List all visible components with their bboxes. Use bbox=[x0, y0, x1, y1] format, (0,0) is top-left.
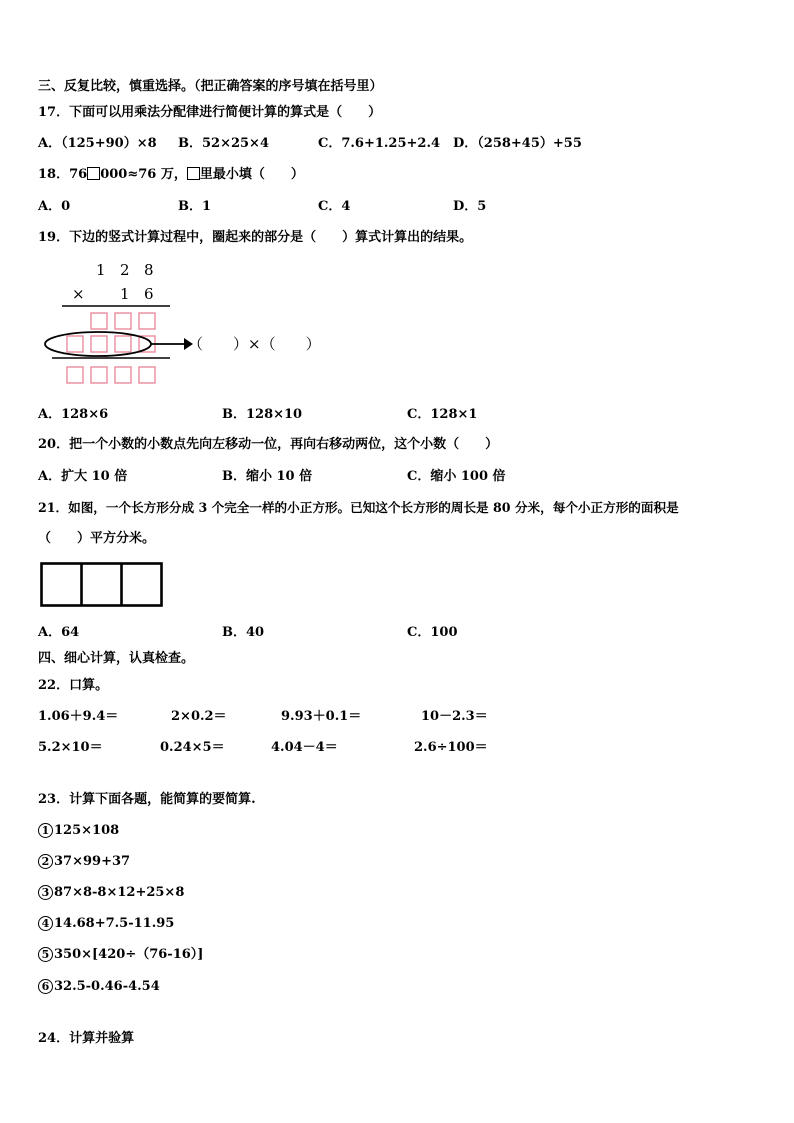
q22-r1-c1: 1.06＋9.4＝ bbox=[38, 709, 119, 724]
digit-8: 8 bbox=[144, 261, 154, 279]
q20-stem: 20．把一个小数的小数点先向左移动一位，再向右移动两位，这个小数（ ） bbox=[38, 437, 499, 452]
q23-item-6 bbox=[38, 979, 160, 995]
q23-item-expr: 32.5-0.46-4.54 bbox=[54, 979, 160, 994]
q20-option-c: C．缩小 100 倍 bbox=[407, 469, 506, 484]
q20-option-a: A．扩大 10 倍 bbox=[38, 469, 128, 484]
q23-item-4 bbox=[38, 916, 174, 932]
q21-option-a: A．64 bbox=[38, 625, 80, 640]
blank-box bbox=[187, 167, 200, 180]
pink-box bbox=[115, 313, 131, 329]
q23-item-5 bbox=[38, 947, 203, 963]
circled-number-icon: 5 bbox=[38, 947, 53, 962]
q23-item-expr: 350×[420÷（76-16）] bbox=[54, 947, 204, 962]
q19-stem: 19．下边的竖式计算过程中，圈起来的部分是（ ）算式计算出的结果。 bbox=[38, 230, 473, 245]
q18-stem-part2: 000≈76 万， bbox=[100, 167, 187, 182]
pink-box bbox=[91, 367, 107, 383]
q23-item-expr: 37×99+37 bbox=[54, 854, 131, 869]
q18-option-c: C．4 bbox=[318, 199, 351, 214]
q19-option-b: B．128×10 bbox=[222, 407, 303, 422]
circled-number-icon: 3 bbox=[38, 885, 53, 900]
times-sign: × bbox=[72, 285, 85, 303]
vertical-multiplication-diagram bbox=[36, 256, 356, 391]
q18-option-b: B．1 bbox=[178, 199, 212, 214]
q22-r1-c2: 2×0.2＝ bbox=[171, 709, 227, 724]
digit-2: 2 bbox=[120, 261, 130, 279]
blank-box bbox=[87, 167, 100, 180]
q22-r1-c4: 10－2.3＝ bbox=[421, 709, 488, 724]
q22-stem: 22．口算。 bbox=[38, 678, 109, 693]
q17-option-b: B．52×25×4 bbox=[178, 136, 270, 151]
pink-box bbox=[91, 313, 107, 329]
circled-number-icon: 1 bbox=[38, 823, 53, 838]
section3-title: 三、反复比较，慎重选择。（把正确答案的序号填在括号里） bbox=[38, 79, 383, 94]
pink-boxes-row3 bbox=[67, 367, 155, 383]
q18-stem-part3: 里最小填（ ） bbox=[199, 167, 304, 182]
pink-box bbox=[115, 367, 131, 383]
circled-number-icon: 4 bbox=[38, 916, 53, 931]
q22-r2-c4: 2.6÷100＝ bbox=[414, 740, 488, 755]
q18-option-a: A．0 bbox=[38, 199, 71, 214]
outer-rectangle bbox=[42, 564, 162, 606]
pink-box bbox=[139, 367, 155, 383]
digit-1b: 1 bbox=[120, 285, 130, 303]
q21-stem-line2: （ ）平方分米。 bbox=[38, 531, 156, 546]
q19-option-c: C．128×1 bbox=[407, 407, 478, 422]
pink-box bbox=[139, 313, 155, 329]
q24-stem: 24．计算并验算 bbox=[38, 1031, 135, 1046]
q18-option-d: D．5 bbox=[453, 199, 487, 214]
q19-option-a: A．128×6 bbox=[38, 407, 109, 422]
q21-option-c: C．100 bbox=[407, 625, 458, 640]
q23-item-3 bbox=[38, 885, 184, 901]
pink-box bbox=[91, 336, 107, 352]
arrow-blank-expression: （ ）×（ ） bbox=[188, 335, 321, 353]
q18-stem bbox=[38, 167, 304, 183]
q23-item-expr: 125×108 bbox=[54, 823, 120, 838]
q23-item-1 bbox=[38, 823, 119, 839]
q21-option-b: B．40 bbox=[222, 625, 265, 640]
pink-boxes-row2 bbox=[67, 336, 155, 352]
q20-option-b: B．缩小 10 倍 bbox=[222, 469, 313, 484]
digit-6: 6 bbox=[144, 285, 154, 303]
q18-stem-part1: 18．76 bbox=[38, 167, 88, 182]
q22-r2-c2: 0.24×5＝ bbox=[160, 740, 225, 755]
q22-r2-c3: 4.04－4＝ bbox=[271, 740, 338, 755]
q17-option-c: C．7.6+1.25+2.4 bbox=[318, 136, 441, 151]
rectangle-three-squares-figure bbox=[40, 562, 164, 608]
q22-r2-c1: 5.2×10＝ bbox=[38, 740, 103, 755]
pink-box bbox=[115, 336, 131, 352]
q23-item-expr: 87×8-8×12+25×8 bbox=[54, 885, 185, 900]
circled-number-icon: 6 bbox=[38, 979, 53, 994]
q17-option-a: A．（125+90）×8 bbox=[38, 136, 157, 151]
q17-option-d: D．（258+45）+55 bbox=[453, 136, 582, 151]
pink-box bbox=[67, 367, 83, 383]
q23-item-2 bbox=[38, 854, 130, 870]
q21-stem-line1: 21．如图，一个长方形分成 3 个完全一样的小正方形。已知这个长方形的周长是 80 分米，每个小正方形的面积是 bbox=[38, 500, 679, 515]
pink-boxes-row1 bbox=[91, 313, 155, 329]
digit-1: 1 bbox=[96, 261, 106, 279]
q17-stem: 17．下面可以用乘法分配律进行简便计算的算式是（ ） bbox=[38, 105, 382, 120]
section4-title: 四、细心计算，认真检查。 bbox=[38, 651, 195, 666]
circled-number-icon: 2 bbox=[38, 854, 53, 869]
q22-r1-c3: 9.93＋0.1＝ bbox=[281, 709, 362, 724]
q23-item-expr: 14.68+7.5-11.95 bbox=[54, 916, 175, 931]
q23-stem: 23．计算下面各题，能简算的要简算. bbox=[38, 792, 256, 807]
pink-box bbox=[67, 336, 83, 352]
